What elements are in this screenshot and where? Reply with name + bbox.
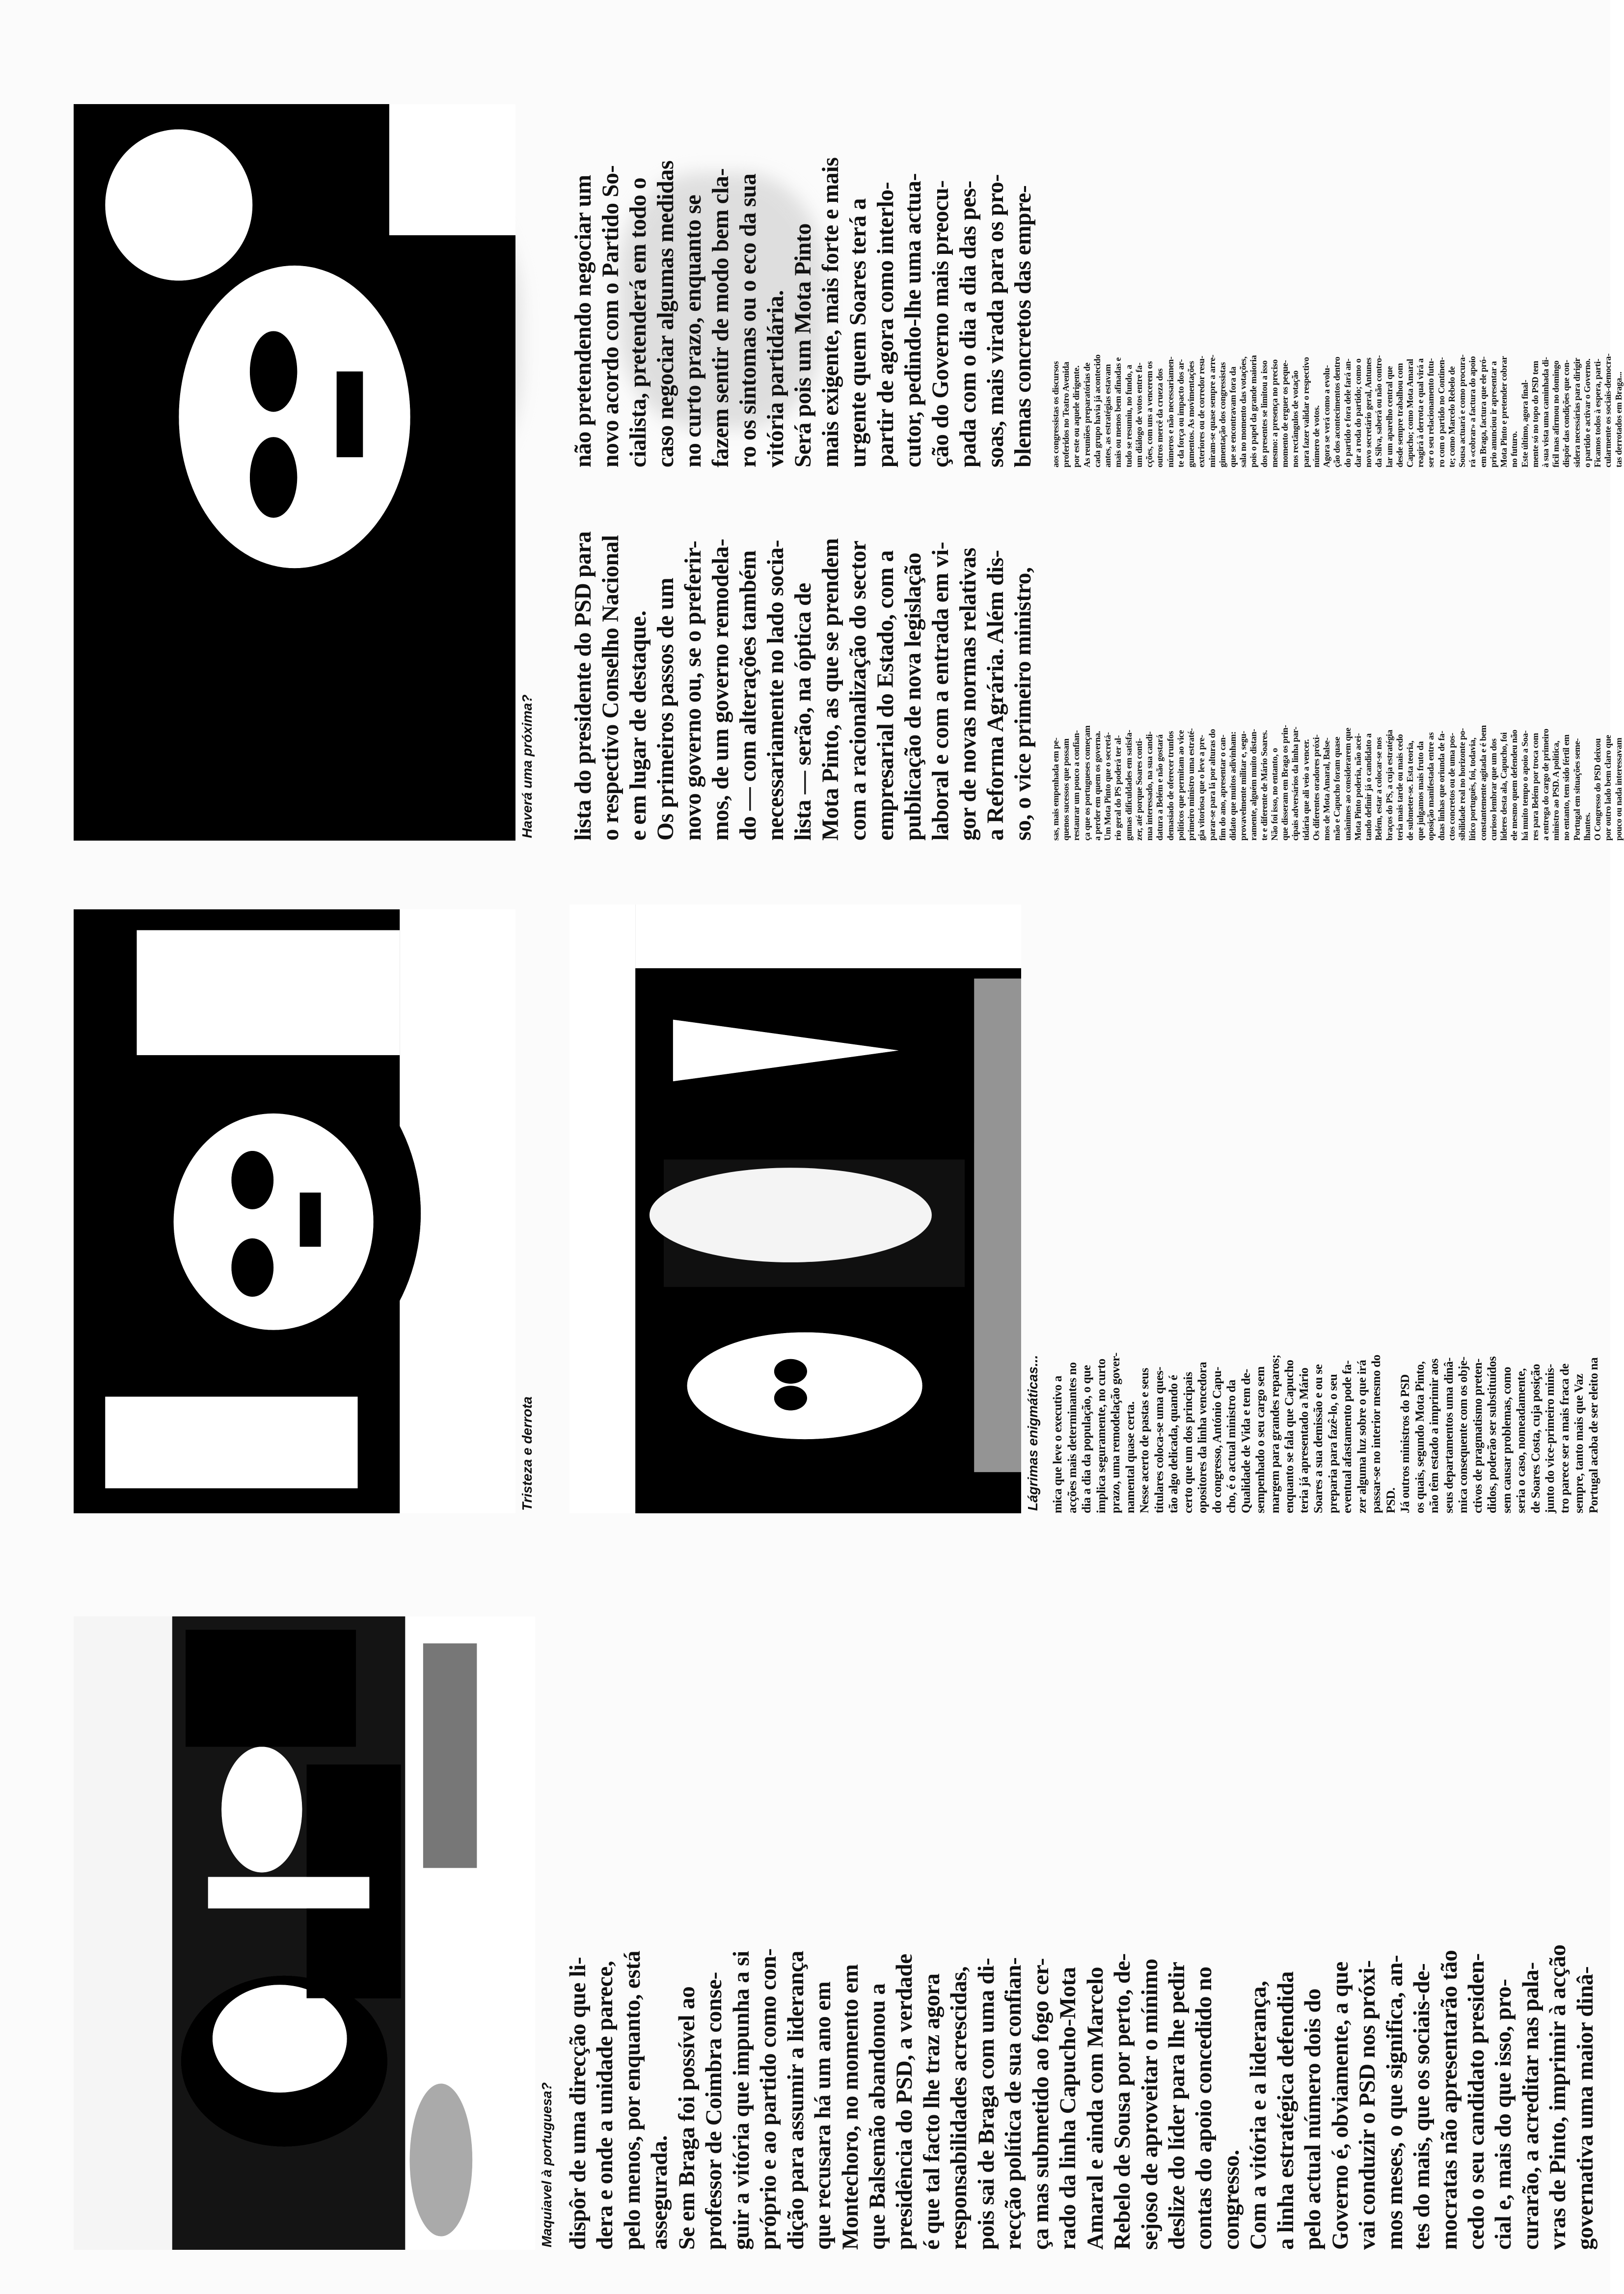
article-column-2: mica que leve o executivo a acções mais determinantes no dia a dia da população, o que implica seguramente, no curto prazo, uma remodelação gover- namental quase certa. Nesse acerto de pastas e seus titulares coloca-se uma ques- tão algo delicada, quando é certo que um dos principais opositores da linha vencedora do congresso, António Capu- cho, é o actual ministro da Qualidade de Vida e tem de- sempenhado o seu cargo sem margem para grandes reparos; enquanto se fala que Capucho teria já apresentado a Mário Soares a sua demissão e ou se preparia para fazê-lo, o seu eventual afastamento pode fa- zer alguma luz sobre o que irá passar-se no interior mesmo do PSD. Já outros ministros do PSD os quais, segundo Mota Pinto, não têm estado a imprimir aos seus departamentos uma dinâ- mica consequente com os obje- ctivos de pragmatismo preten- didos, poderão ser substituídos sem causar problemas, como seria o caso, nomeadamente, de Soares Costa, cuja posição junto do vice-primeiro minis- tro parece ser a mais fraca de sempre, tanto mais que Vaz Portugal acaba de ser eleito na: [1051, 1352, 1600, 1513]
article-column-4: não pretendendo negociar um novo acordo com o Partido So- cialista, pretenderá em todo o caso negociar algumas medidas no curto prazo, enquanto se fazem sentir de modo bem cla- ro os sintomas ou o eco da sua vitória partidária. Será pois um Mota Pinto mais exigente, mais forte e mais urgente quem Soares terá a partir de agora como interlo- cutor, pedindo-lhe uma actua- ção do Governo mais preocu- pada com o dia a dia das pes- soas, mais virada para os pro- blemas concretos das empre-: [570, 157, 1036, 467]
photo-tristeza: [74, 909, 515, 1513]
article-column-5: sas, mais empenhada em pe- quenos sucessos que possam restaurar um pouco a confian- ça que os portugueses começam a perder em quem os governa. Um Mota Pinto que o secretá- rio geral do PS poderá ter al- gumas dificuldades em satisfa- zer, até porque Soares conti- nua interessado, na sua candi- datura a Belém e não gostará demasiado de oferecer trunfos políticos que permitam ao vice primeiro ministro uma estraté- gia vitoriosa que o leve a pre- parar-se para lá por alturas do fim do ano, apresentar o can- didato que muitos adivinham: provavelmente militar e, segu- ramente, alguém muito distan- te e diferente de Mário Soares. Não foi isso, no entanto, o que disseram em Braga os prin- cipais adversários da linha par- tidária que ali veio a vencer. Os diferentes oradores próxi- mos de Mota Amaral, Balse- mão e Capucho foram quase unânimes ao considerarem que Mota Pinto poderia, não acei- tando definir já o candidato a Belém, estar a colocar-se nos braços do PS, a cuja estratégia teria mais tarde ou mais cedo de submeter-se. Esta teoria, que julgamos mais fruto da oposição manifestada entre as duas linhas que oriunda de fa- ctos concretos ou de uma pos- sibilidade real no horizonte po- lítico português, foi, todavia, constantemente agitada e é bem curioso lembrar que um dos líderes desta ala, Capucho, foi ele mesmo quem defendeu não há muito tempo o apoio a Soa- res para Belém por troca com a entrega do cargo de primeiro ministro ao PSD. A política, no entanto, tem sido fértil em Portugal em situações seme- lhantes. O Congresso do PSD deixou por outro lado bem claro que pouco ou nada interessavam: [1051, 725, 1624, 841]
photo-caption: Tristeza e derrota: [519, 1396, 535, 1511]
photo-caption: Lágrimas enigmáticas...: [1025, 1355, 1040, 1511]
photo-maquiavel: [74, 1616, 535, 2250]
article-column-3: lista do presidente do PSD para o respectivo Conselho Nacional e em lugar de destaque. Os primeiros passos de um novo governo ou, se o preferir- mos, de um governo remodela- do — com alterações também necessariamente no lado socia- lista — serão, na óptica de Mota Pinto, as que se prendem com a racionalização do sector empresarial do Estado, com a publicação de nova legislação laboral e com a entrada em vi- gor de novas normas relativas a Reforma Agrária. Além dis- so, o vice primeiro ministro,: [570, 531, 1036, 841]
article-column-1: dispôr de uma direcção que li- dera e onde a unidade parece, pelo menos, por enquanto, está assegurada. Se em Braga foi possível ao professor de Coimbra conse- guir a vitória que impunha a si próprio e ao partido como con- dição para assumir a liderança que recusara há um ano em Montechoro, no momento em que Balsemão abandonou a presidência do PSD, a verdade é que tal facto lhe traz agora responsabilidades acrescidas, pois sai de Braga com uma di- recção política de sua confian- ça mas submetido ao fogo cer- rado da linha Capucho-Mota Amaral e ainda com Marcelo Rebelo de Sousa por perto, de- sejoso de aproveitar o mínimo deslize do líder para lhe pedir contas do apoio concedido no congresso. Com a vitória e a liderança, a linha estratégica defendida pelo actual número dois do Governo é, obviamente, a que vai conduzir o PSD nos próxi- mos meses, o que significa, an- tes do mais, que os sociais-de- mocratas não apresentarão tão cedo o seu candidato presiden- cial e, mais do que isso, pro- curarão, a acreditar nas pala- vras de Pinto, imprimir à acção governativa uma maior dinâ-: [565, 1944, 1598, 2250]
photo-lagrimas: [569, 904, 1021, 1513]
photo-proxima: [74, 104, 515, 841]
photo-caption: Haverá uma próxima?: [519, 694, 535, 838]
article-column-6: aos congressistas os discursos proferidos no Teatro Avenida por este ou aquele dirigente. As reuniões preparatórias de cada grupo havia já acontecido antes, as estratégias estavam mais ou menos bem afinadas e tudo se resumiu, no fundo, a um diálogo de votos entre fa- cções, com uns a vencerem os outros mercê da crueza dos números e não necessariamen- te da força ou impacto dos ar- gumentos. As movimentações exteriores ou de corredor resu- miram-se quase sempre a arre- gimentação dos congressistas que se encontravam fora da sala no momento das votações, pois o papel da grande maioria dos presentes se limitou a isso mesmo: a presença no preciso momento de erguer os peque- nos rectângulos de votação para fazer validar o respectivo número de votos. Agora se verá como a evolu- ção dos acontecimentos dentro do partido e fora dele fará an- dar a roda do partido; como o novo secretário geral, Antunes da Silva, saberá ou não contro- lar um aparelho central que desde sempre trabalhou com Capucho; como Mota Amaral reagirá à derrota e qual virá a ser o seu relacionamento futu- ro com o partido no Continen- te; como Marcelo Rebelo de Sousa actuará e como procura- rá «cobrar» a factura do apoio em Braga, factura que ele pró- prio anunciou ir apresentar a Mota Pinto e pretender cobrar no futuro. Este último, agora final- mente só no topo do PSD tem à sua vista uma caminhada di- fícil mas afirmou no domingo dispôr das condições que con- sidera necessárias para dirigir o partido e activar o Governo. Ficamos todos à espera, parti- cularmente os sociais-democra- tas derrotados em Braga...: [1051, 354, 1624, 467]
photo-caption: Maquiavel à portuguesa?: [539, 2082, 554, 2247]
